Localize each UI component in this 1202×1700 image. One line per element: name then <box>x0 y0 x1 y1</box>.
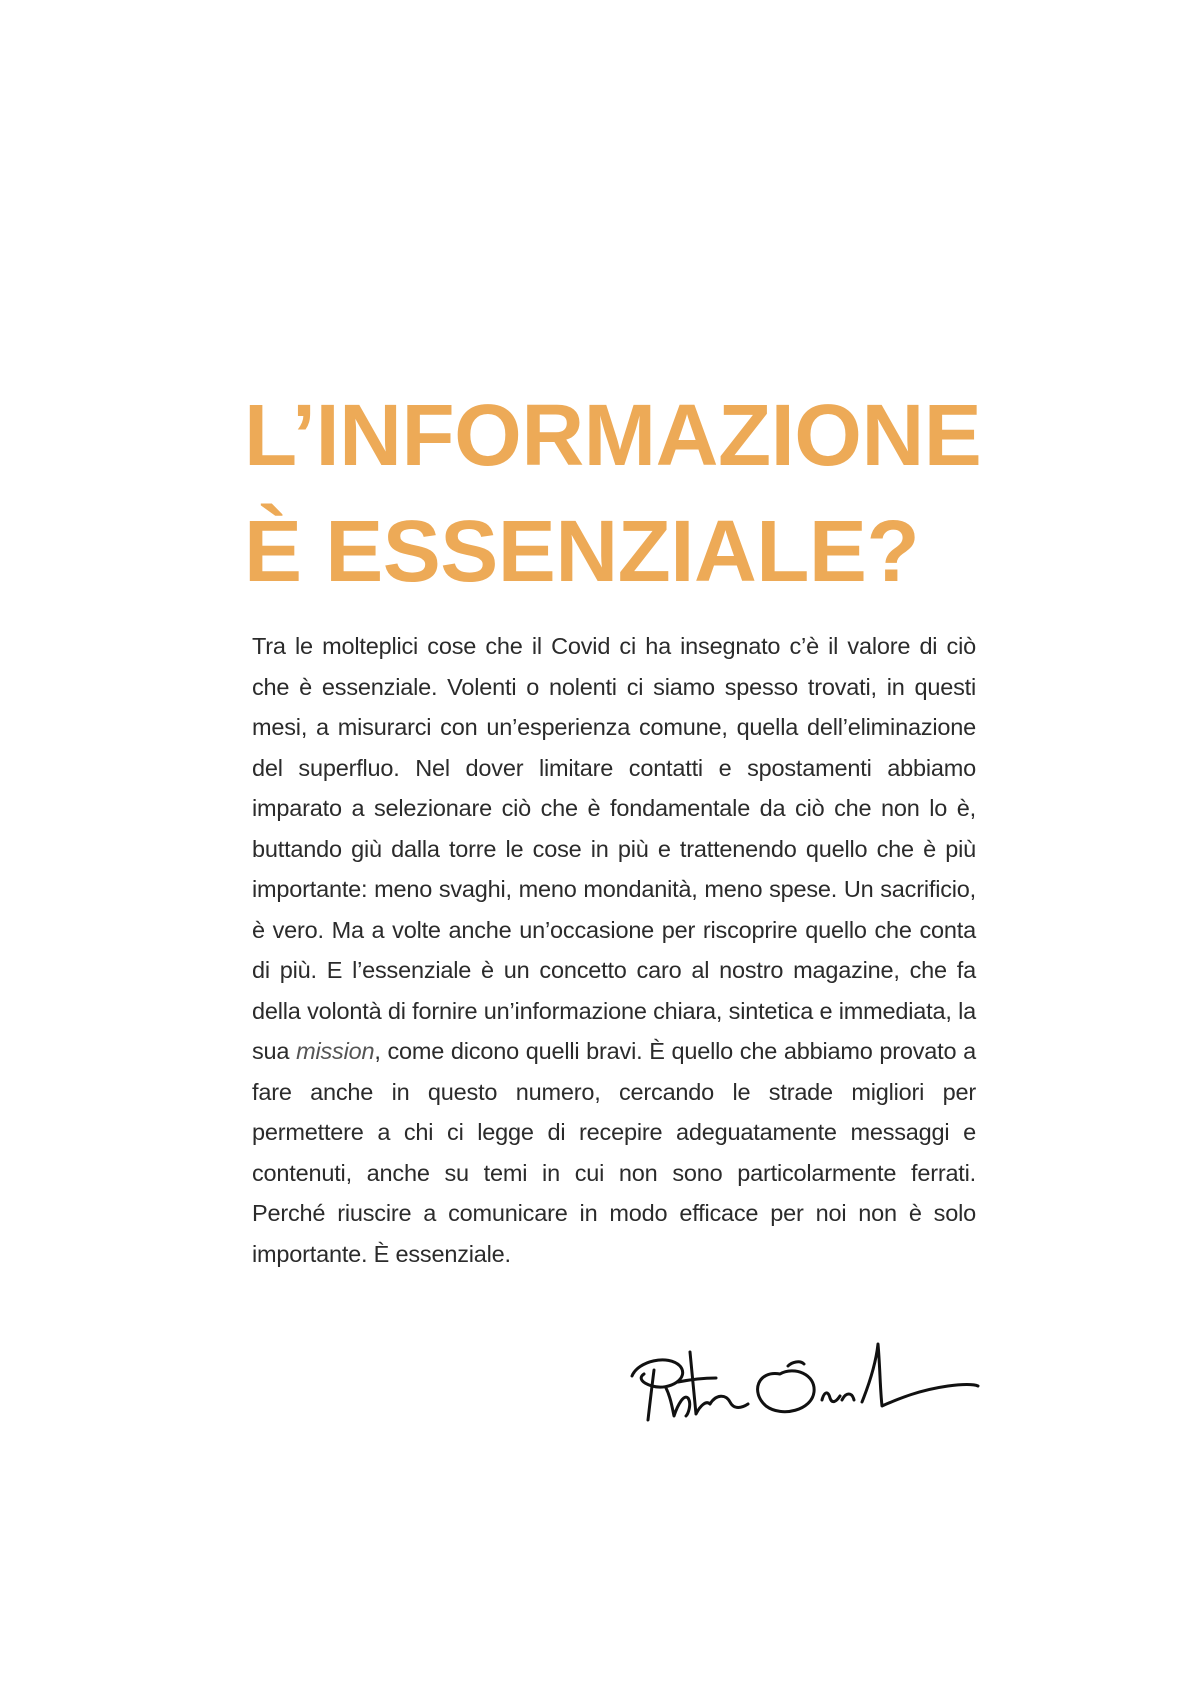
body-text-part-2: , come dicono quelli bravi. È quello che abbiamo provato a fare anche in questo numero, cercando le strade migliori per permettere a chi ci legge di recepire adeguatamente messaggi e contenuti, anche su temi in cui non sono particolarmente ferrati. Perché riuscire a comunicare in modo efficace per noi non è solo importante. È essenziale. <box>252 1038 976 1267</box>
headline <box>244 378 1004 610</box>
mission-word: mission <box>296 1038 375 1064</box>
headline-line-2: È ESSENZIALE? <box>244 503 920 600</box>
body-text-part-1: Tra le molteplici cose che il Covid ci ha insegnato c’è il valore di ciò che è essenziale. Volenti o nolenti ci siamo spesso trovati, in questi mesi, a misurarci con un’esperienza comune, quella dell’eliminazione del superfluo. Nel dover limitare contatti e spostamenti abbiamo imparato a selezionare ciò che è fondamentale da ciò che non lo è, buttando giù dalla torre le cose in più e trattenendo quello che è più importante: meno svaghi, meno mondanità, meno spese. Un sacrificio, è vero. Ma a volte anche un’occasione per riscoprire quello che conta di più. E l’essenziale è un concetto caro al nostro magazine, che fa della volontà di fornire un’informazione chiara, sintetica e immediata, la sua <box>252 633 976 1064</box>
editorial-body <box>252 626 976 1274</box>
handwritten-signature <box>630 1336 980 1426</box>
headline-line-1: L’INFORMAZIONE <box>244 387 982 484</box>
